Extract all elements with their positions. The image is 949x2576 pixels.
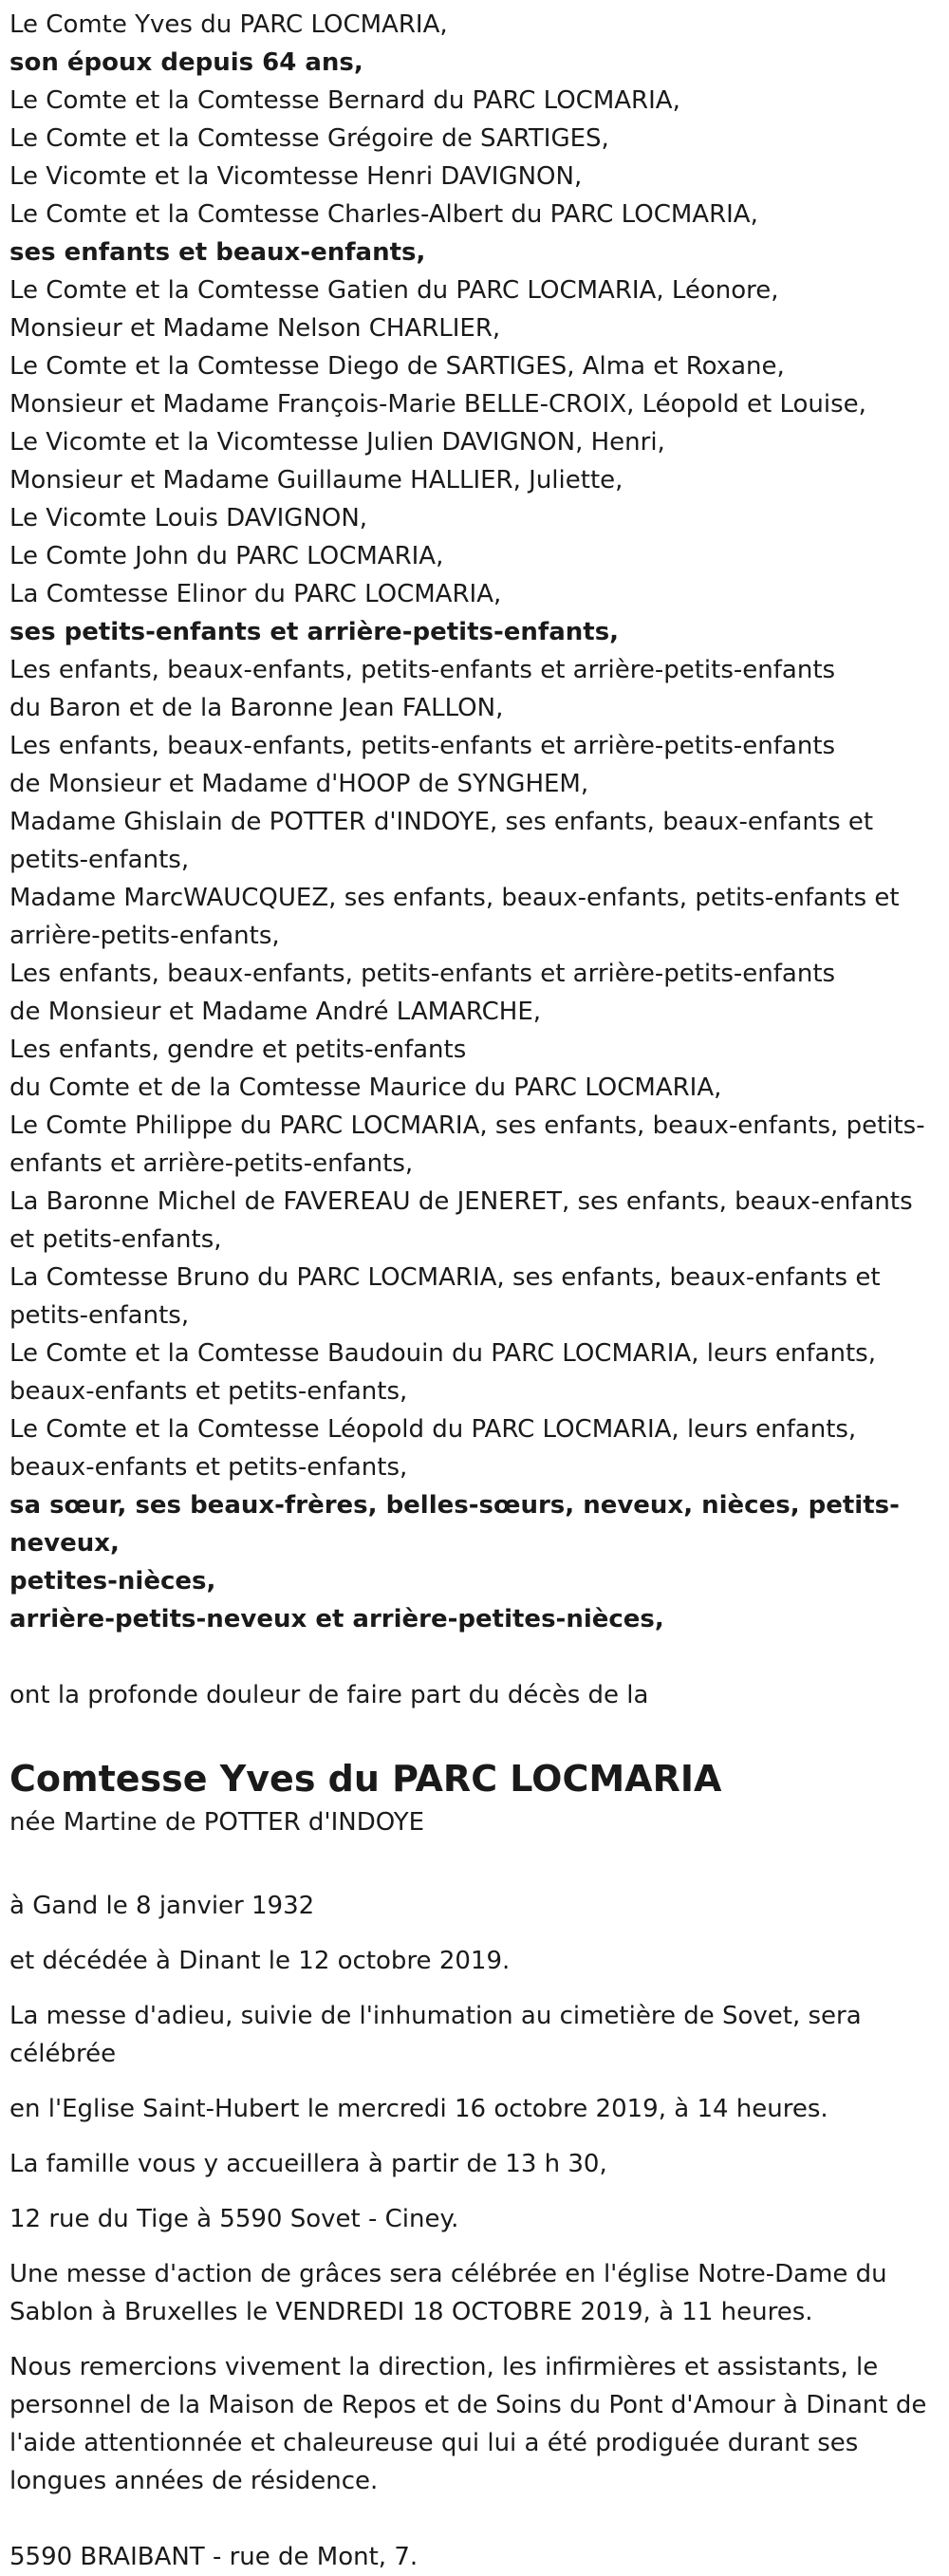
family-member-line: Le Vicomte et la Vicomtesse Henri DAVIGNON, — [9, 162, 583, 191]
family-member-line: Madame MarcWAUCQUEZ, ses enfants, beaux-enfants, petits-enfants et — [9, 884, 900, 912]
thanksgiving-mass-text: Une messe d'action de grâces sera célébrée en l'église Notre-Dame du Sablon à Bruxelles le VENDREDI 18 OCTOBRE 2019, à 11 heures. — [9, 2260, 887, 2326]
family-member-line: Monsieur et Madame François-Marie BELLE-CROIX, Léopold et Louise, — [9, 390, 866, 419]
funeral-mass-text: La messe d'adieu, suivie de l'inhumation au cimetière de Sovet, sera célébrée — [9, 2002, 862, 2068]
family-member-line: Le Comte et la Comtesse Léopold du PARC LOCMARIA, leurs enfants, — [9, 1415, 857, 1444]
family-address: 5590 BRAIBANT - rue de Mont, 7. — [9, 2543, 419, 2571]
family-member-line: Le Comte Yves du PARC LOCMARIA, — [9, 10, 448, 39]
family-member-line: Le Vicomte et la Vicomtesse Julien DAVIGNON, Henri, — [9, 428, 665, 457]
relationship-heading: arrière-petits-neveux et arrière-petites-nièces, — [9, 1605, 664, 1633]
death-text: et décédée à Dinant le 12 octobre 2019. — [9, 1947, 511, 1975]
family-member-line: Le Vicomte Louis DAVIGNON, — [9, 504, 368, 532]
family-member-line: Monsieur et Madame Guillaume HALLIER, Juliette, — [9, 466, 623, 495]
relationship-heading: son époux depuis 64 ans, — [9, 48, 363, 77]
family-member-line: petits-enfants, — [9, 1301, 190, 1330]
family-member-line: Le Comte et la Comtesse Charles-Albert du PARC LOCMARIA, — [9, 200, 758, 229]
family-member-line: enfants et arrière-petits-enfants, — [9, 1149, 414, 1178]
family-member-line: Le Comte et la Comtesse Diego de SARTIGES, Alma et Roxane, — [9, 352, 785, 381]
family-member-line: petits-enfants, — [9, 846, 190, 874]
funeral-mass-location: en l'Eglise Saint-Hubert le mercredi 16 octobre 2019, à 14 heures. — [9, 2095, 828, 2123]
relationship-heading: petites-nièces, — [9, 1567, 216, 1596]
family-member-line: du Baron et de la Baronne Jean FALLON, — [9, 694, 504, 722]
relationship-heading: ses enfants et beaux-enfants, — [9, 238, 426, 267]
family-member-line: Les enfants, beaux-enfants, petits-enfants et arrière-petits-enfants — [9, 656, 836, 684]
birth-text: à Gand le 8 janvier 1932 — [9, 1892, 315, 1920]
family-member-line: arrière-petits-enfants, — [9, 922, 280, 950]
family-member-line: et petits-enfants, — [9, 1225, 222, 1254]
family-member-line: Madame Ghislain de POTTER d'INDOYE, ses enfants, beaux-enfants et — [9, 808, 874, 836]
family-member-line: Le Comte John du PARC LOCMARIA, — [9, 542, 444, 570]
family-member-line: beaux-enfants et petits-enfants, — [9, 1377, 408, 1406]
family-member-line: Le Comte Philippe du PARC LOCMARIA, ses enfants, beaux-enfants, petits- — [9, 1111, 925, 1140]
family-member-line: Les enfants, beaux-enfants, petits-enfants et arrière-petits-enfants — [9, 960, 836, 988]
family-member-line: La Baronne Michel de FAVEREAU de JENERET, ses enfants, beaux-enfants — [9, 1187, 913, 1216]
family-member-line: de Monsieur et Madame d'HOOP de SYNGHEM, — [9, 770, 589, 798]
relationship-heading: sa sœur, ses beaux-frères, belles-sœurs, neveux, nièces, petits-neveux, — [9, 1491, 900, 1558]
relationship-heading: ses petits-enfants et arrière-petits-enfants, — [9, 618, 620, 646]
maiden-name: née Martine de POTTER d'INDOYE — [9, 1808, 425, 1837]
thanks-text: Nous remercions vivement la direction, les infirmières et assistants, le personnel de la Maison de Repos et de Soins du Pont d'Amour à Dinant de l'aide attentionnée et chaleureuse qui lui a été prodiguée durant ses longues années de résidence. — [9, 2353, 927, 2495]
family-member-line: La Comtesse Bruno du PARC LOCMARIA, ses enfants, beaux-enfants et — [9, 1263, 881, 1292]
family-welcome-text: La famille vous y accueillera à partir de 13 h 30, — [9, 2150, 607, 2178]
family-member-line: Le Comte et la Comtesse Grégoire de SARTIGES, — [9, 124, 609, 153]
family-member-line: Le Comte et la Comtesse Baudouin du PARC LOCMARIA, leurs enfants, — [9, 1339, 876, 1368]
deceased-name: Comtesse Yves du PARC LOCMARIA — [9, 1758, 722, 1800]
family-member-line: du Comte et de la Comtesse Maurice du PARC LOCMARIA, — [9, 1073, 722, 1102]
family-member-line: Les enfants, gendre et petits-enfants — [9, 1036, 467, 1064]
family-list — [9, 6, 940, 1638]
family-member-line: Les enfants, beaux-enfants, petits-enfants et arrière-petits-enfants — [9, 732, 836, 760]
family-member-line: La Comtesse Elinor du PARC LOCMARIA, — [9, 580, 502, 608]
family-member-line: Monsieur et Madame Nelson CHARLIER, — [9, 314, 501, 343]
family-member-line: Le Comte et la Comtesse Bernard du PARC LOCMARIA, — [9, 86, 680, 115]
announcement-text: ont la profonde douleur de faire part du décès de la — [9, 1681, 649, 1709]
family-member-line: Le Comte et la Comtesse Gatien du PARC LOCMARIA, Léonore, — [9, 276, 779, 305]
family-welcome-address: 12 rue du Tige à 5590 Sovet - Ciney. — [9, 2205, 459, 2233]
family-member-line: beaux-enfants et petits-enfants, — [9, 1453, 408, 1482]
family-member-line: de Monsieur et Madame André LAMARCHE, — [9, 998, 542, 1026]
